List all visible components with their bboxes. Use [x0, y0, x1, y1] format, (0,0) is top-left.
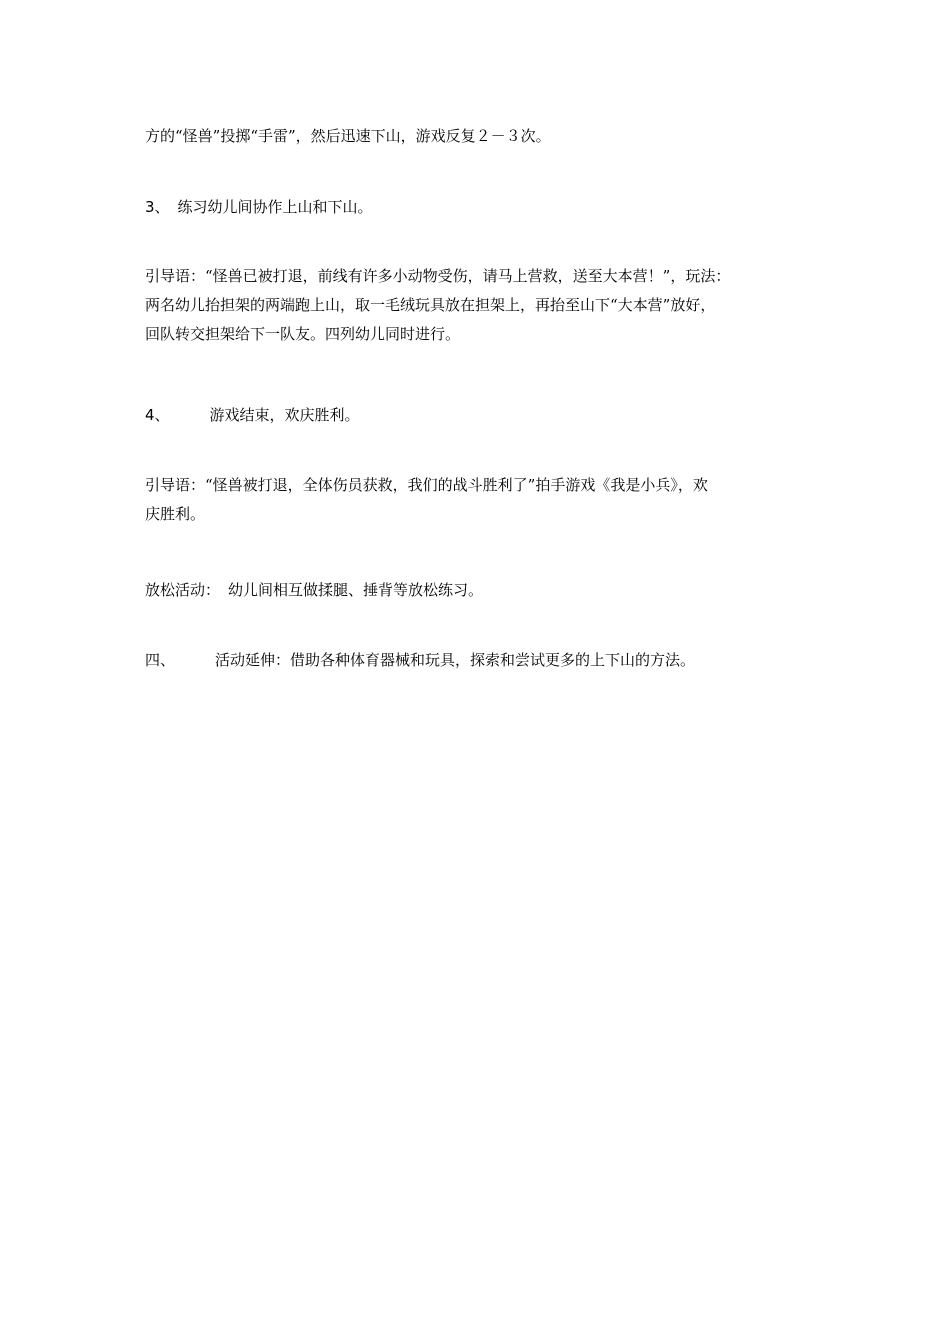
text-line: 引导语：“怪兽被打退，全体伤员获救，我们的战斗胜利了”拍手游戏《我是小兵》，欢: [145, 476, 708, 494]
paragraph-relaxation: [145, 576, 825, 605]
paragraph-guide-rescue: [145, 262, 825, 349]
paragraph-text: 活动延伸：借助各种体育器械和玩具，探索和尝试更多的上下山的方法。: [215, 651, 696, 669]
section-title: 练习幼儿间协作上山和下山。: [177, 198, 373, 216]
paragraph-game-repeat: [145, 122, 825, 151]
text-line: 方的“怪兽”投掷“手雷”，然后迅速下山，游戏反复２－３次。: [145, 127, 551, 145]
section-title: 游戏结束，欢庆胜利。: [209, 406, 360, 424]
list-marker: 4、: [145, 406, 170, 424]
list-marker: 四、: [145, 651, 176, 669]
text-line: 回队转交担架给下一队友。四列幼儿同时进行。: [145, 325, 461, 343]
text-line: 庆胜利。: [145, 505, 206, 523]
paragraph-guide-victory: [145, 471, 825, 529]
text-line: 引导语：“怪兽已被打退，前线有许多小动物受伤，请马上营救，送至大本营！”，玩法：: [145, 267, 731, 285]
text-line: 两名幼儿抬担架的两端跑上山，取一毛绒玩具放在担架上，再抬至山下“大本营”放好，: [145, 296, 716, 314]
paragraph-text: 幼儿间相互做揉腿、捶背等放松练习。: [228, 581, 484, 599]
section-4-heading: [145, 401, 825, 430]
section-3-heading: [145, 193, 825, 222]
list-marker: 3、: [145, 198, 170, 216]
paragraph-label: 放松活动：: [145, 581, 221, 599]
section-four-extension: [145, 646, 825, 675]
